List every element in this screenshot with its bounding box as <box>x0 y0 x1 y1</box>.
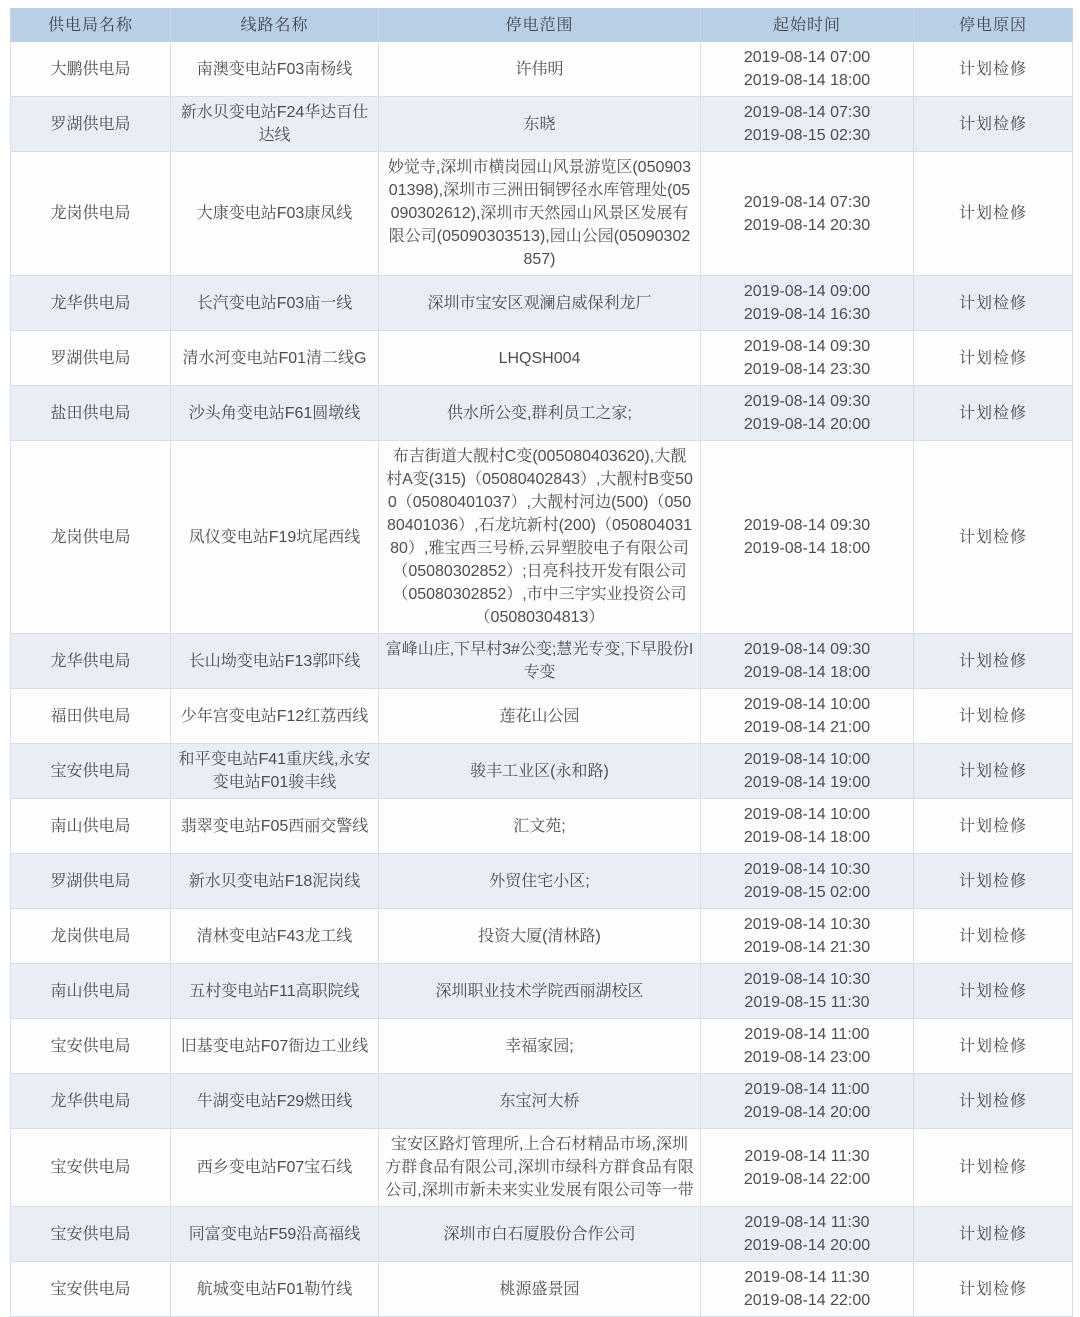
end-time: 2019-08-14 18:00 <box>743 540 871 557</box>
cell-bureau-name: 宝安供电局 <box>11 744 171 799</box>
cell-outage-reason: 计划检修 <box>914 799 1073 854</box>
cell-time-range <box>701 964 914 1019</box>
cell-time-range <box>701 799 914 854</box>
cell-outage-reason: 计划检修 <box>914 1019 1073 1074</box>
cell-bureau-name: 罗湖供电局 <box>11 331 171 386</box>
cell-line-name: 清水河变电站F01清二线G <box>171 331 379 386</box>
end-time: 2019-08-15 02:00 <box>743 884 871 901</box>
cell-outage-scope: 骏丰工业区(永和路) <box>379 744 701 799</box>
start-time: 2019-08-14 11:30 <box>744 1214 870 1231</box>
cell-bureau-name: 宝安供电局 <box>11 1129 171 1207</box>
cell-outage-reason: 计划检修 <box>914 386 1073 441</box>
table-row <box>11 1074 1073 1129</box>
cell-line-name: 新水贝变电站F24华达百仕达线 <box>171 97 379 152</box>
end-time: 2019-08-14 20:00 <box>743 1104 871 1121</box>
cell-bureau-name: 龙岗供电局 <box>11 909 171 964</box>
cell-line-name: 长汽变电站F03庙一线 <box>171 276 379 331</box>
cell-line-name: 牛湖变电站F29燃田线 <box>171 1074 379 1129</box>
start-time: 2019-08-14 09:30 <box>743 517 871 534</box>
start-time: 2019-08-14 09:30 <box>743 641 871 658</box>
start-time: 2019-08-14 11:00 <box>744 1081 870 1098</box>
start-time: 2019-08-14 10:30 <box>743 861 871 878</box>
cell-outage-scope: 供水所公变,群利员工之家; <box>379 386 701 441</box>
cell-bureau-name: 龙岗供电局 <box>11 152 171 276</box>
cell-time-range <box>701 744 914 799</box>
column-header-reason: 停电原因 <box>914 9 1073 42</box>
outage-table <box>10 8 1073 1317</box>
cell-outage-reason: 计划检修 <box>914 42 1073 97</box>
cell-outage-reason: 计划检修 <box>914 97 1073 152</box>
cell-line-name: 翡翠变电站F05西丽交警线 <box>171 799 379 854</box>
cell-outage-scope: 深圳市白石厦股份合作公司 <box>379 1207 701 1262</box>
cell-outage-scope: 宝安区路灯管理所,上合石材精品市场,深圳方群食品有限公司,深圳市绿科方群食品有限公司,深圳市新未来实业发展有限公司等一带 <box>379 1129 701 1207</box>
cell-time-range <box>701 634 914 689</box>
end-time: 2019-08-14 21:30 <box>743 939 871 956</box>
column-header-line: 线路名称 <box>171 9 379 42</box>
start-time: 2019-08-14 10:30 <box>743 971 871 988</box>
cell-outage-scope: 桃源盛景园 <box>379 1262 701 1317</box>
cell-line-name: 大康变电站F03康凤线 <box>171 152 379 276</box>
column-header-start-time: 起始时间 <box>701 9 914 42</box>
table-row <box>11 441 1073 634</box>
cell-outage-scope: 莲花山公园 <box>379 689 701 744</box>
cell-outage-scope: LHQSH004 <box>379 331 701 386</box>
cell-time-range <box>701 97 914 152</box>
end-time: 2019-08-14 18:00 <box>743 664 871 681</box>
cell-line-name: 五村变电站F11高职院线 <box>171 964 379 1019</box>
outage-table-body <box>11 42 1073 1317</box>
cell-outage-scope: 汇文苑; <box>379 799 701 854</box>
cell-outage-scope: 东宝河大桥 <box>379 1074 701 1129</box>
cell-time-range <box>701 689 914 744</box>
cell-outage-scope: 深圳市宝安区观澜启威保利龙厂 <box>379 276 701 331</box>
cell-outage-scope: 妙觉寺,深圳市横岗园山风景游览区(05090301398),深圳市三洲田铜锣径水库管理处(05090302612),深圳市天然园山风景区发展有限公司(05090303513),园山公园(05090302857) <box>379 152 701 276</box>
end-time: 2019-08-14 20:00 <box>743 1237 871 1254</box>
column-header-scope: 停电范围 <box>379 9 701 42</box>
end-time: 2019-08-15 02:30 <box>743 127 871 144</box>
start-time: 2019-08-14 11:00 <box>744 1026 870 1043</box>
end-time: 2019-08-14 22:00 <box>743 1170 871 1188</box>
end-time: 2019-08-15 11:30 <box>744 994 870 1011</box>
cell-time-range <box>701 1129 914 1207</box>
cell-bureau-name: 罗湖供电局 <box>11 854 171 909</box>
cell-time-range <box>701 1019 914 1074</box>
table-row <box>11 1129 1073 1207</box>
end-time: 2019-08-14 20:30 <box>743 216 871 234</box>
end-time: 2019-08-14 18:00 <box>743 829 871 846</box>
cell-time-range <box>701 386 914 441</box>
table-row <box>11 276 1073 331</box>
end-time: 2019-08-14 23:00 <box>743 1049 871 1066</box>
cell-time-range <box>701 909 914 964</box>
cell-bureau-name: 龙岗供电局 <box>11 441 171 634</box>
cell-outage-reason: 计划检修 <box>914 744 1073 799</box>
cell-bureau-name: 龙华供电局 <box>11 1074 171 1129</box>
table-row <box>11 331 1073 386</box>
start-time: 2019-08-14 09:30 <box>743 393 871 410</box>
table-row <box>11 386 1073 441</box>
start-time: 2019-08-14 10:30 <box>743 916 871 933</box>
table-row <box>11 964 1073 1019</box>
table-row <box>11 152 1073 276</box>
cell-bureau-name: 罗湖供电局 <box>11 97 171 152</box>
column-header-bureau: 供电局名称 <box>11 9 171 42</box>
cell-outage-reason: 计划检修 <box>914 854 1073 909</box>
start-time: 2019-08-14 10:00 <box>743 806 871 823</box>
start-time: 2019-08-14 09:00 <box>743 283 871 300</box>
cell-outage-scope: 外贸住宅小区; <box>379 854 701 909</box>
start-time: 2019-08-14 09:30 <box>743 338 871 355</box>
cell-line-name: 西乡变电站F07宝石线 <box>171 1129 379 1207</box>
table-row <box>11 1207 1073 1262</box>
cell-line-name: 同富变电站F59沿高福线 <box>171 1207 379 1262</box>
start-time: 2019-08-14 11:30 <box>744 1147 870 1165</box>
cell-outage-reason: 计划检修 <box>914 152 1073 276</box>
cell-outage-reason: 计划检修 <box>914 276 1073 331</box>
cell-time-range <box>701 276 914 331</box>
cell-outage-scope: 东晓 <box>379 97 701 152</box>
cell-line-name: 长山坳变电站F13郭吓线 <box>171 634 379 689</box>
cell-line-name: 新水贝变电站F18泥岗线 <box>171 854 379 909</box>
start-time: 2019-08-14 11:30 <box>744 1269 870 1286</box>
end-time: 2019-08-14 23:30 <box>743 361 871 378</box>
cell-time-range <box>701 331 914 386</box>
cell-outage-reason: 计划检修 <box>914 1207 1073 1262</box>
cell-line-name: 航城变电站F01勒竹线 <box>171 1262 379 1317</box>
cell-bureau-name: 宝安供电局 <box>11 1262 171 1317</box>
cell-outage-reason: 计划检修 <box>914 689 1073 744</box>
table-row <box>11 1019 1073 1074</box>
start-time: 2019-08-14 07:30 <box>743 104 871 121</box>
end-time: 2019-08-14 18:00 <box>743 72 871 89</box>
start-time: 2019-08-14 07:30 <box>743 193 871 211</box>
cell-line-name: 凤仪变电站F19坑尾西线 <box>171 441 379 634</box>
cell-line-name: 少年宫变电站F12红荔西线 <box>171 689 379 744</box>
table-row <box>11 634 1073 689</box>
cell-line-name: 南澳变电站F03南杨线 <box>171 42 379 97</box>
table-row <box>11 1262 1073 1317</box>
end-time: 2019-08-14 19:00 <box>743 774 871 791</box>
cell-outage-reason: 计划检修 <box>914 331 1073 386</box>
cell-outage-reason: 计划检修 <box>914 634 1073 689</box>
cell-outage-scope: 投资大厦(清林路) <box>379 909 701 964</box>
cell-time-range <box>701 1207 914 1262</box>
table-row <box>11 854 1073 909</box>
cell-line-name: 和平变电站F41重庆线,永安变电站F01骏丰线 <box>171 744 379 799</box>
cell-time-range <box>701 854 914 909</box>
cell-outage-scope: 许伟明 <box>379 42 701 97</box>
cell-bureau-name: 宝安供电局 <box>11 1019 171 1074</box>
cell-outage-reason: 计划检修 <box>914 1129 1073 1207</box>
cell-bureau-name: 福田供电局 <box>11 689 171 744</box>
cell-outage-reason: 计划检修 <box>914 1074 1073 1129</box>
cell-bureau-name: 宝安供电局 <box>11 1207 171 1262</box>
cell-time-range <box>701 441 914 634</box>
table-row <box>11 97 1073 152</box>
end-time: 2019-08-14 16:30 <box>743 306 871 323</box>
cell-outage-reason: 计划检修 <box>914 441 1073 634</box>
table-row <box>11 799 1073 854</box>
table-row <box>11 689 1073 744</box>
header-row <box>11 9 1073 42</box>
cell-outage-scope: 幸福家园; <box>379 1019 701 1074</box>
end-time: 2019-08-14 22:00 <box>743 1292 871 1309</box>
cell-line-name: 沙头角变电站F61圆墩线 <box>171 386 379 441</box>
end-time: 2019-08-14 21:00 <box>743 719 871 736</box>
cell-bureau-name: 龙华供电局 <box>11 276 171 331</box>
outage-table-header <box>11 9 1073 42</box>
cell-line-name: 清林变电站F43龙工线 <box>171 909 379 964</box>
cell-time-range <box>701 1262 914 1317</box>
table-row <box>11 744 1073 799</box>
cell-outage-scope: 富峰山庄,下早村3#公变;慧光专变,下早股份I专变 <box>379 634 701 689</box>
table-row <box>11 909 1073 964</box>
start-time: 2019-08-14 07:00 <box>743 49 871 66</box>
cell-bureau-name: 南山供电局 <box>11 964 171 1019</box>
cell-time-range <box>701 152 914 276</box>
cell-time-range <box>701 1074 914 1129</box>
cell-time-range <box>701 42 914 97</box>
start-time: 2019-08-14 10:00 <box>743 751 871 768</box>
cell-outage-reason: 计划检修 <box>914 909 1073 964</box>
cell-outage-scope: 布吉街道大靓村C变(005080403620),大靓村A变(315)（05080402843）,大靓村B变500（05080401037）,大靓村河边(500)（05080401036）,石龙坑新村(200)（05080403180）,雅宝西三号桥,云昇塑胶电子有限公司（05080302852）;日亮科技开发有限公司（05080302852）,市中三宇实业投资公司（05080304813） <box>379 441 701 634</box>
cell-bureau-name: 盐田供电局 <box>11 386 171 441</box>
cell-outage-reason: 计划检修 <box>914 964 1073 1019</box>
table-row <box>11 42 1073 97</box>
cell-bureau-name: 南山供电局 <box>11 799 171 854</box>
cell-outage-scope: 深圳职业技术学院西丽湖校区 <box>379 964 701 1019</box>
cell-bureau-name: 大鹏供电局 <box>11 42 171 97</box>
cell-line-name: 旧基变电站F07衙边工业线 <box>171 1019 379 1074</box>
cell-outage-reason: 计划检修 <box>914 1262 1073 1317</box>
end-time: 2019-08-14 20:00 <box>743 416 871 433</box>
start-time: 2019-08-14 10:00 <box>743 696 871 713</box>
cell-bureau-name: 龙华供电局 <box>11 634 171 689</box>
